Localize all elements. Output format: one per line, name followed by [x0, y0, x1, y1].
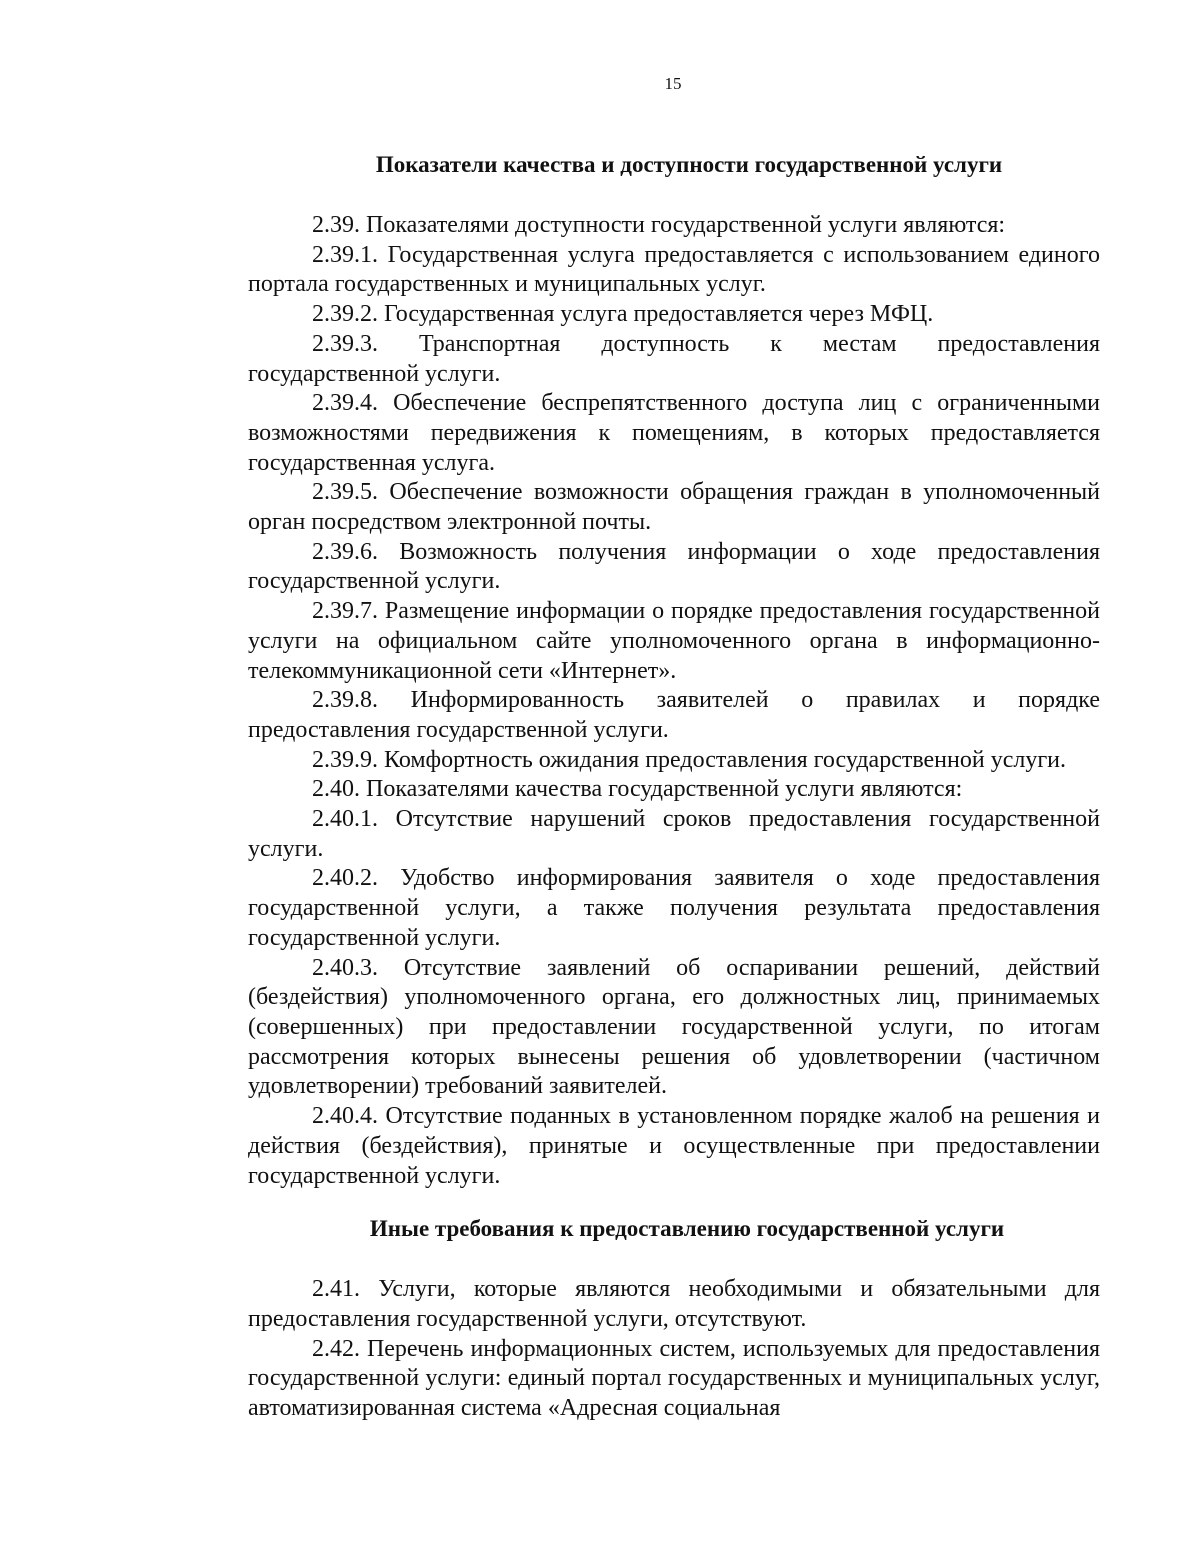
paragraph-2-40-1: 2.40.1. Отсутствие нарушений сроков предоставления государственной услуги. [248, 806, 1100, 862]
paragraph-2-39-1: 2.39.1. Государственная услуга предоставляется с использованием единого портала государственных и муниципальных услуг. [248, 241, 1100, 298]
paragraph-2-39-4: 2.39.4. Обеспечение беспрепятственного доступа лиц с ограниченными возможностями передвижения к помещениям, в которых предоставляется государственная услуга. [248, 390, 1100, 476]
paragraph-2-41: 2.41. Услуги, которые являются необходимыми и обязательными для предоставления государственной услуги, отсутствуют. [248, 1276, 1100, 1332]
section-quality-body [248, 211, 1100, 1191]
paragraph-2-42: 2.42. Перечень информационных систем, используемых для предоставления государственной услуги: единый портал государственных и муниципальных услуг, автоматизированная система «Адресная социальная [248, 1335, 1100, 1422]
paragraph-2-40-4: 2.40.4. Отсутствие поданных в установленном порядке жалоб на решения и действия (бездействия), принятые и осуществленные при предоставлении государственной услуги. [248, 1103, 1100, 1189]
paragraph-2-40: 2.40. Показателями качества государственной услуги являются: [312, 776, 963, 803]
paragraph-2-39-3: 2.39.3. Транспортная доступность к местам предоставления государственной услуги. [248, 330, 1100, 387]
paragraph-2-39: 2.39. Показателями доступности государственной услуги являются: [312, 212, 1006, 238]
paragraph-2-39-6: 2.39.6. Возможность получения информации о ходе предоставления государственной услуги. [248, 538, 1100, 595]
paragraph-2-39-2: 2.39.2. Государственная услуга предоставляется через МФЦ. [312, 301, 934, 328]
page-content [248, 150, 1100, 1424]
page-number: 15 [664, 74, 682, 93]
paragraph-2-40-2: 2.40.2. Удобство информирования заявителя о ходе предоставления государственной услуги, а также получения результата предоставления государственной услуги. [248, 865, 1100, 951]
paragraph-2-39-5: 2.39.5. Обеспечение возможности обращения граждан в уполномоченный орган посредством электронной почты. [248, 479, 1100, 536]
paragraph-2-39-8: 2.39.8. Информированность заявителей о правилах и порядке предоставления государственной услуги. [248, 687, 1100, 743]
section-heading-quality: Показатели качества и доступности государственной услуги [375, 152, 1003, 177]
paragraph-2-40-3: 2.40.3. Отсутствие заявлений об оспаривании решений, действий (бездействия) уполномоченного органа, его должностных лиц, принимаемых (совершенных) при предоставлении государственной услуги, по итогам рассмотрения которых вынесены решения об удовлетворении (частичном удовлетворении) требований заявителей. [248, 954, 1100, 1100]
section-heading-other-requirements: Иные требования к предоставлению государственной услуги [369, 1216, 1005, 1242]
paragraph-2-39-9: 2.39.9. Комфортность ожидания предоставления государственной услуги. [312, 746, 1067, 773]
paragraph-2-39-7: 2.39.7. Размещение информации о порядке предоставления государственной услуги на официальном сайте уполномоченного органа в информационно-телекоммуникационной сети «Интернет». [248, 598, 1100, 684]
section-other-requirements-body [248, 1275, 1100, 1424]
